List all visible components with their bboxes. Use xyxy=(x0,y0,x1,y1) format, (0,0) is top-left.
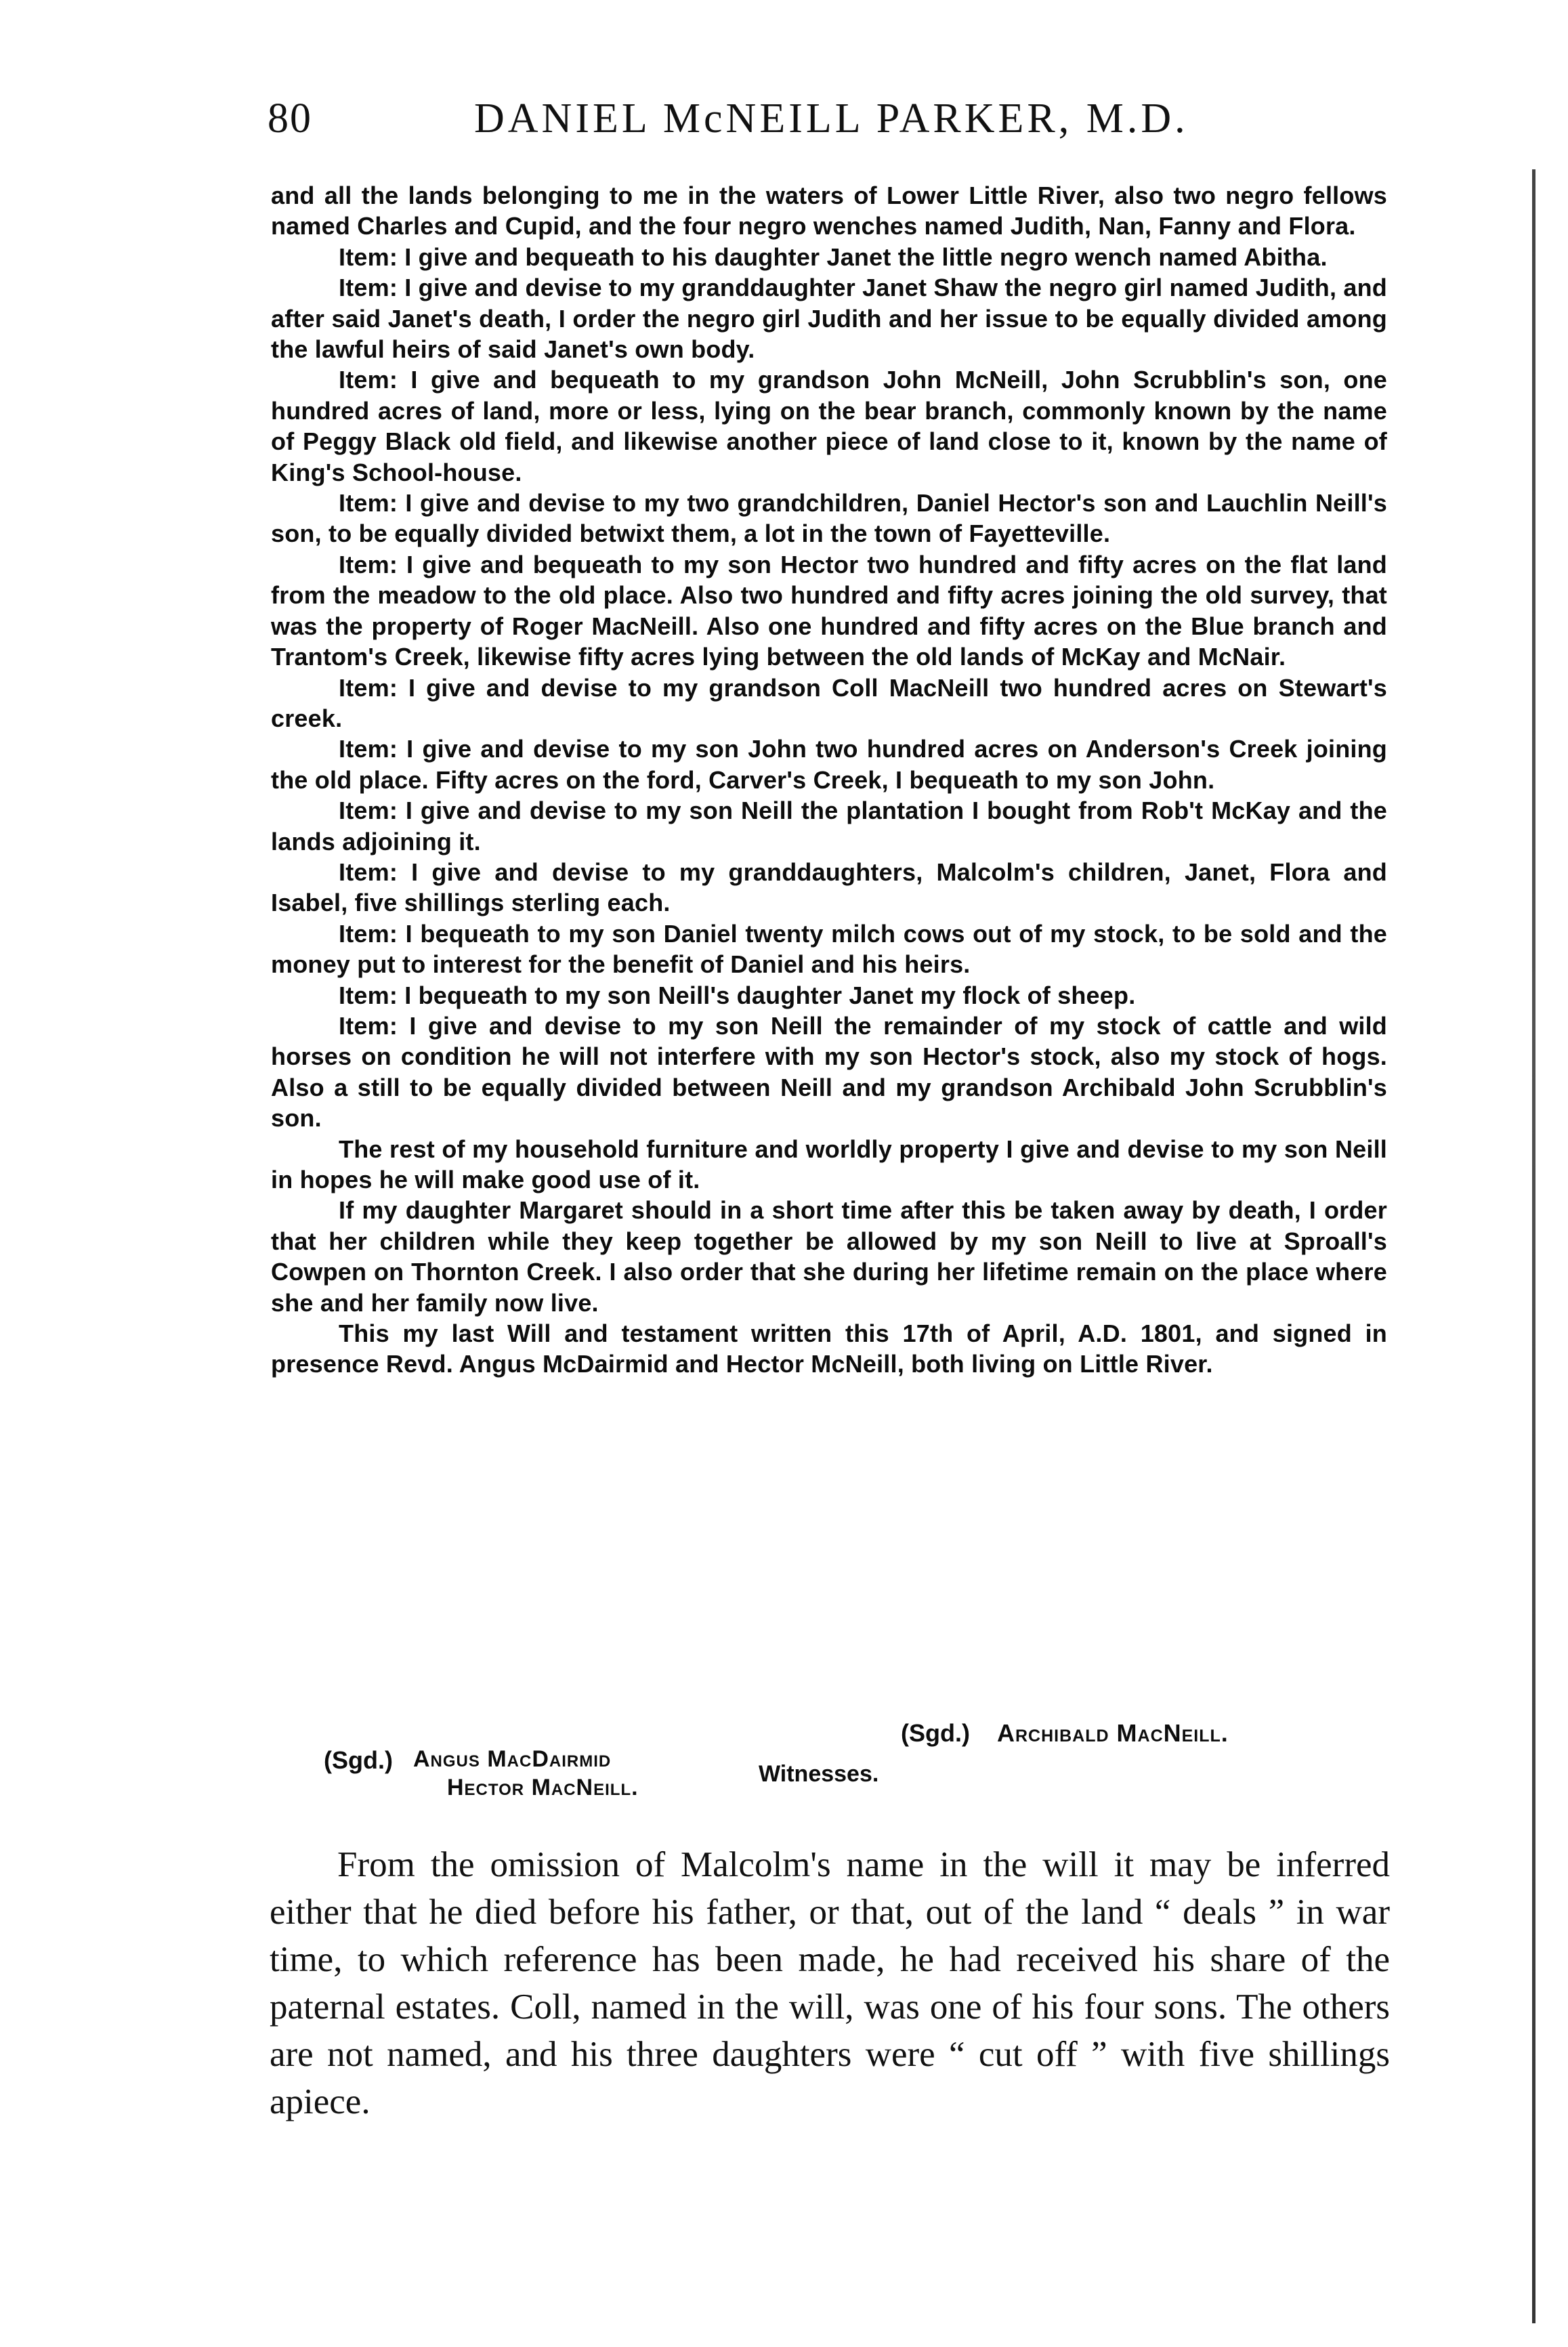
page-number: 80 xyxy=(268,96,312,142)
witness-name-1: Angus MacDairmid xyxy=(413,1746,612,1772)
witness-prefix: (Sgd.) xyxy=(324,1746,393,1774)
testator-name: Archibald MacNeill. xyxy=(997,1719,1229,1747)
will-paragraph: Item: I give and bequeath to his daughter Janet the little negro wench named Abitha. xyxy=(339,242,1328,271)
will-paragraph: Item: I give and bequeath to my grandson John McNeill, John Scrubblin's son, one hundred acres of land, more or less, lying on the bear branch, commonly known by the name of Peggy Black old field, and likewise another piece of land close to it, known by the name of King's School-house. xyxy=(271,366,1387,486)
will-paragraph: Item: I give and devise to my son John two hundred acres on Anderson's Creek joining the old place. Fifty acres on the ford, Carver's Creek, I bequeath to my son John. xyxy=(271,735,1387,794)
will-paragraph: Item: I bequeath to my son Neill's daughter Janet my flock of sheep. xyxy=(339,981,1136,1009)
will-paragraph: Item: I give and devise to my granddaughters, Malcolm's children, Janet, Flora and Isabel, five shillings sterling each. xyxy=(271,858,1387,917)
will-paragraph: Item: I give and bequeath to my son Hector two hundred and fifty acres on the flat land from the meadow to the old place. Also two hundred and fifty acres joining the old survey, that was the property of Roger MacNeill. Also one hundred and fifty acres on the Blue branch and Trantom's Creek, likewise fifty acres lying between the old lands of McKay and McNair. xyxy=(271,550,1387,671)
narrative-block xyxy=(270,1841,1390,2126)
witness-name-2: Hector MacNeill. xyxy=(447,1775,639,1800)
will-paragraph: Item: I give and devise to my two grandchildren, Daniel Hector's son and Lauchlin Neill's son, to be equally divided betwixt them, a lot in the town of Fayetteville. xyxy=(271,489,1387,548)
will-paragraph: Item: I give and devise to my son Neill the remainder of my stock of cattle and wild horses on condition he will not interfere with my son Hector's stock, also my stock of hogs. Also a still to be equally divided between Neill and my grandson Archibald John Scrubblin's son. xyxy=(271,1011,1387,1133)
witnesses-label: Witnesses. xyxy=(759,1761,879,1787)
will-text-block xyxy=(271,180,1387,1380)
testator-signature xyxy=(901,1719,1229,1748)
will-paragraph: Item: I bequeath to my son Daniel twenty milch cows out of my stock, to be sold and the money put to interest for the benefit of Daniel and his heirs. xyxy=(271,919,1387,979)
narrative-paragraph: From the omission of Malcolm's name in the will it may be inferred either that he died before his father, or that, out of the land “ deals ” in war time, to which reference has been made, he had received his share of the paternal estates. Coll, named in the will, was one of his four sons. The others are not named, and his three daughters were “ cut off ” with five shillings apiece. xyxy=(270,1845,1390,2121)
will-paragraph: This my last Will and testament written this 17th of April, A.D. 1801, and signed in presence Revd. Angus McDairmid and Hector McNeill, both living on Little River. xyxy=(271,1319,1387,1378)
page-edge-shadow xyxy=(1532,169,1535,2323)
will-paragraph: Item: I give and devise to my granddaughter Janet Shaw the negro girl named Judith, and after said Janet's death, I order the negro girl Judith and her issue to be equally divided among the lawful heirs of said Janet's own body. xyxy=(271,274,1387,364)
page-header xyxy=(268,95,1392,163)
will-paragraph: The rest of my household furniture and worldly property I give and devise to my son Neill in hopes he will make good use of it. xyxy=(271,1135,1387,1193)
will-paragraph: If my daughter Margaret should in a short time after this be taken away by death, I order that her children while they keep together be allowed by my son Neill to live at Sproall's Cowpen on Thornton Creek. I also order that she during her lifetime remain on the place where she and her family now live. xyxy=(271,1196,1387,1317)
signature-prefix: (Sgd.) xyxy=(901,1719,970,1747)
will-paragraph: Item: I give and devise to my son Neill the plantation I bought from Rob't McKay and the lands adjoining it. xyxy=(271,797,1387,855)
will-paragraph: Item: I give and devise to my grandson Coll MacNeill two hundred acres on Stewart's creek. xyxy=(271,673,1387,732)
will-paragraph: and all the lands belonging to me in the waters of Lower Little River, also two negro fellows named Charles and Cupid, and the four negro wenches named Judith, Nan, Fanny and Flora. xyxy=(271,182,1387,240)
running-title: DANIEL McNEILL PARKER, M.D. xyxy=(474,96,1189,142)
